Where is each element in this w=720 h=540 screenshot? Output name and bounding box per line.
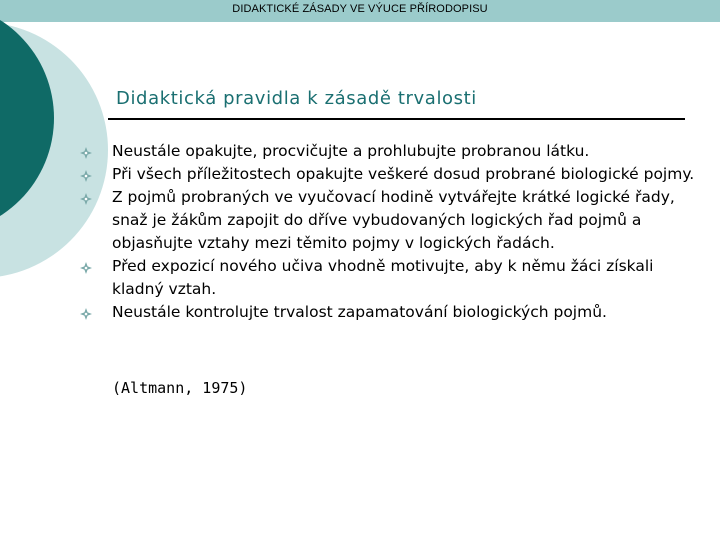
diamond-flower-bullet-icon (80, 262, 92, 274)
bullet-item (80, 301, 700, 324)
bullet-item (80, 255, 700, 301)
header-title: DIDAKTICKÉ ZÁSADY VE VÝUCE PŘÍRODOPISU (232, 3, 488, 15)
bullet-text: Z pojmů probraných ve vyučovací hodině vytvářejte krátké logické řady, snaž je žákům zapojit do dříve vybudovaných logických řad pojmů a objasňujte vztahy mezi těmito pojmy v logických řadách. (112, 188, 675, 252)
bullet-item (80, 186, 700, 255)
diamond-flower-bullet-icon (80, 170, 92, 182)
bullet-text: Neustále kontrolujte trvalost zapamatování biologických pojmů. (112, 303, 607, 321)
bullet-item (80, 140, 700, 163)
diamond-flower-bullet-icon (80, 193, 92, 205)
bullet-item (80, 163, 700, 186)
diamond-flower-bullet-icon (80, 147, 92, 159)
bullet-text: Neustále opakujte, procvičujte a prohlubujte probranou látku. (112, 142, 590, 160)
title-underline (108, 118, 685, 120)
bullet-list (80, 140, 700, 324)
citation: (Altmann, 1975) (112, 379, 248, 397)
diamond-flower-bullet-icon (80, 308, 92, 320)
slide-title: Didaktická pravidla k zásadě trvalosti (116, 88, 477, 109)
bullet-text: Před expozicí nového učiva vhodně motivujte, aby k němu žáci získali kladný vztah. (112, 257, 654, 298)
bullet-text: Při všech příležitostech opakujte veškeré dosud probrané biologické pojmy. (112, 165, 695, 183)
